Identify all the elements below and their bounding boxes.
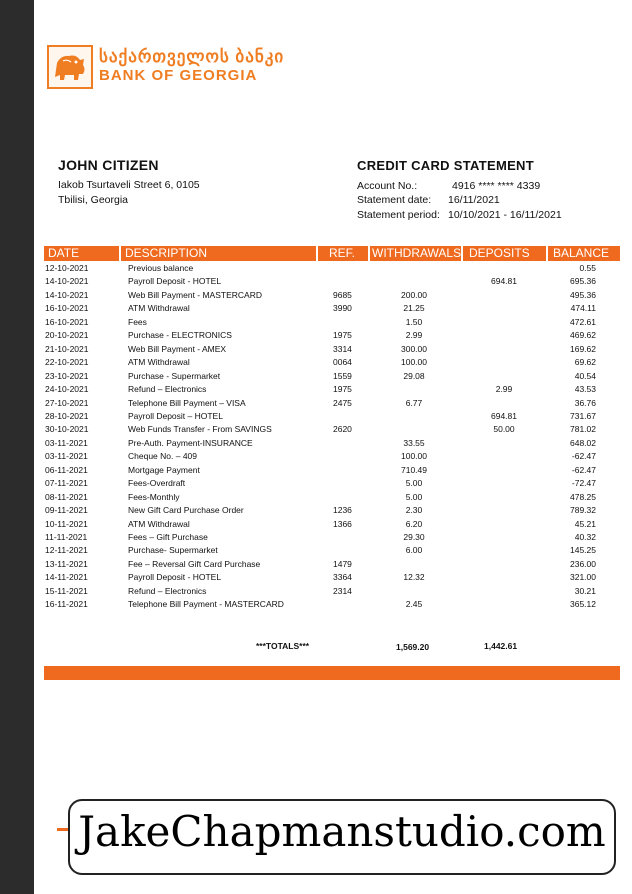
row-deposit: 694.81 <box>491 276 517 287</box>
row-date: 28-10-2021 <box>45 410 89 421</box>
row-description: New Gift Card Purchase Order <box>128 505 244 516</box>
row-date: 13-11-2021 <box>45 558 88 569</box>
row-date: 16-10-2021 <box>45 316 89 327</box>
row-description: Fees-Monthly <box>128 491 180 502</box>
table-row <box>0 531 632 545</box>
row-withdrawal: 200.00 <box>401 289 427 300</box>
row-date: 23-10-2021 <box>45 370 89 381</box>
row-withdrawal: 300.00 <box>401 343 427 354</box>
row-description: Refund – Electronics <box>128 384 207 395</box>
row-description: Cheque No. – 409 <box>128 451 197 462</box>
row-balance: 781.02 <box>570 424 596 435</box>
statement-date-label: Statement date: <box>357 194 432 206</box>
footer-bar <box>44 666 620 680</box>
row-description: ATM Withdrawal <box>128 357 190 368</box>
row-balance: 30.21 <box>574 585 596 596</box>
watermark-box <box>68 799 616 875</box>
row-description: Fees <box>128 316 147 327</box>
account-number-label: Account No.: <box>357 180 418 192</box>
column-header-description: DESCRIPTION <box>121 246 316 261</box>
lion-emblem-icon <box>47 45 93 89</box>
table-row <box>0 397 632 411</box>
totals-withdrawals: 1,569.20 <box>396 642 430 652</box>
row-withdrawal: 2.45 <box>405 599 423 610</box>
totals-deposits: 1,442.61 <box>484 641 518 651</box>
table-row <box>0 544 632 558</box>
row-description: Fee – Reversal Gift Card Purchase <box>128 558 261 569</box>
table-row <box>0 356 632 370</box>
table-row <box>0 289 632 303</box>
row-deposit: 50.00 <box>493 424 515 435</box>
row-withdrawal: 1.50 <box>405 316 423 327</box>
column-header-date: DATE <box>44 246 119 261</box>
row-date: 27-10-2021 <box>45 397 89 408</box>
row-ref: 1479 <box>333 558 352 569</box>
row-description: Payroll Deposit – HOTEL <box>128 410 223 421</box>
statement-period-value: 10/10/2021 - 16/11/2021 <box>448 209 562 221</box>
row-balance: 789.32 <box>570 505 596 516</box>
row-ref: 1366 <box>333 518 352 529</box>
statement-date-value: 16/11/2021 <box>448 194 500 206</box>
row-description: ATM Withdrawal <box>128 303 190 314</box>
row-balance: 145.25 <box>570 545 596 556</box>
watermark-text: JakeChapmanstudio.com <box>78 807 606 856</box>
row-description: Mortgage Payment <box>128 464 200 475</box>
row-date: 12-11-2021 <box>45 545 88 556</box>
row-withdrawal: 6.20 <box>405 518 423 529</box>
row-withdrawal: 100.00 <box>401 451 427 462</box>
row-balance: 43.53 <box>574 384 596 395</box>
row-balance: 731.67 <box>570 410 596 421</box>
row-balance: 0.55 <box>579 263 596 273</box>
row-balance: 40.54 <box>574 370 596 381</box>
row-date: 16-10-2021 <box>45 303 89 314</box>
row-balance: 648.02 <box>570 437 596 448</box>
row-date: 15-11-2021 <box>45 585 88 596</box>
table-row <box>0 518 632 532</box>
row-balance: 236.00 <box>570 558 596 569</box>
row-ref: 1559 <box>333 370 352 381</box>
row-date: 12-10-2021 <box>45 263 89 273</box>
table-row <box>0 437 632 451</box>
row-withdrawal: 29.08 <box>403 370 425 381</box>
column-header-balance: BALANCE <box>548 246 620 261</box>
row-description: Payroll Deposit - HOTEL <box>128 572 222 583</box>
table-row <box>0 329 632 343</box>
table-row <box>0 477 632 491</box>
row-description: Purchase- Supermarket <box>128 545 218 556</box>
row-withdrawal: 2.30 <box>405 505 423 516</box>
statement-period-label: Statement period: <box>357 209 440 221</box>
row-balance: 321.00 <box>570 572 596 583</box>
row-date: 03-11-2021 <box>45 437 88 448</box>
row-balance: -72.47 <box>571 478 596 489</box>
row-ref: 1236 <box>333 505 352 516</box>
row-ref: 2620 <box>333 424 352 435</box>
table-row <box>0 262 632 276</box>
row-description: Payroll Deposit - HOTEL <box>128 276 222 287</box>
table-row <box>0 302 632 316</box>
row-date: 10-11-2021 <box>45 518 88 529</box>
column-header-deposits: DEPOSITS <box>463 246 546 261</box>
row-deposit: 2.99 <box>495 384 513 395</box>
row-date: 30-10-2021 <box>45 424 89 435</box>
bank-name-english: BANK OF GEORGIA <box>99 67 258 84</box>
row-date: 14-11-2021 <box>45 572 88 583</box>
row-balance: 478.25 <box>570 491 596 502</box>
row-ref: 1975 <box>333 384 352 395</box>
row-date: 14-10-2021 <box>45 289 89 300</box>
row-withdrawal: 21.25 <box>403 303 425 314</box>
row-deposit: 694.81 <box>491 410 517 421</box>
row-balance: 169.62 <box>570 343 596 354</box>
row-balance: 472.61 <box>570 316 596 327</box>
table-row <box>0 450 632 464</box>
row-description: Purchase - Supermarket <box>128 370 221 381</box>
row-date: 20-10-2021 <box>45 330 89 341</box>
row-withdrawal: 100.00 <box>401 357 427 368</box>
row-withdrawal: 29.30 <box>403 532 425 542</box>
row-date: 22-10-2021 <box>45 357 89 368</box>
row-balance: 45.21 <box>574 518 596 529</box>
row-withdrawal: 6.00 <box>405 545 423 556</box>
row-balance: 365.12 <box>570 599 596 610</box>
table-row <box>0 423 632 437</box>
row-date: 24-10-2021 <box>45 384 89 395</box>
row-date: 03-11-2021 <box>45 451 88 462</box>
row-balance: 69.62 <box>574 357 596 368</box>
bank-name-georgian: საქართველოს ბანკი <box>99 47 285 66</box>
customer-name: JOHN CITIZEN <box>58 157 159 173</box>
column-header-ref: REF. <box>318 246 368 261</box>
row-withdrawal: 6.77 <box>405 397 423 408</box>
account-number-value: 4916 **** **** 4339 <box>452 180 541 192</box>
row-date: 21-10-2021 <box>45 343 89 354</box>
table-row <box>0 585 632 599</box>
row-ref: 3990 <box>333 303 352 314</box>
totals-label: ***TOTALS*** <box>256 641 310 651</box>
row-ref: 9685 <box>333 289 352 300</box>
row-description: Fees-Overdraft <box>128 478 186 489</box>
row-withdrawal: 12.32 <box>403 572 425 583</box>
table-row <box>0 383 632 397</box>
row-withdrawal: 2.99 <box>405 330 423 341</box>
row-ref: 2475 <box>333 397 352 408</box>
table-row <box>0 410 632 424</box>
row-date: 16-11-2021 <box>45 599 88 610</box>
row-date: 11-11-2021 <box>45 532 88 542</box>
bank-logo <box>47 45 287 93</box>
table-row <box>0 571 632 585</box>
row-balance: -62.47 <box>571 451 596 462</box>
row-description: Previous balance <box>128 263 194 273</box>
row-ref: 3314 <box>333 343 352 354</box>
row-description: Purchase - ELECTRONICS <box>128 330 232 341</box>
customer-address-line2: Tbilisi, Georgia <box>58 194 129 206</box>
row-description: Web Bill Payment - AMEX <box>128 343 227 354</box>
table-row <box>0 464 632 478</box>
row-date: 06-11-2021 <box>45 464 88 475</box>
row-description: Refund – Electronics <box>128 585 207 596</box>
row-description: ATM Withdrawal <box>128 518 190 529</box>
row-description: Telephone Bill Payment – VISA <box>128 397 246 408</box>
row-description: Fees – Gift Purchase <box>128 532 208 542</box>
row-balance: 469.62 <box>570 330 596 341</box>
row-balance: 474.11 <box>570 303 596 314</box>
row-balance: 495.36 <box>570 289 596 300</box>
statement-title: CREDIT CARD STATEMENT <box>357 158 534 173</box>
row-balance: 36.76 <box>574 397 596 408</box>
row-date: 08-11-2021 <box>45 491 88 502</box>
table-header <box>44 246 620 261</box>
table-row <box>0 504 632 518</box>
table-row <box>0 275 632 289</box>
row-withdrawal: 5.00 <box>405 478 423 489</box>
table-row <box>0 558 632 572</box>
row-description: Web Bill Payment - MASTERCARD <box>128 289 262 300</box>
table-row <box>0 316 632 330</box>
row-description: Pre-Auth. Payment-INSURANCE <box>128 437 253 448</box>
table-row <box>0 491 632 505</box>
row-ref: 2314 <box>333 585 352 596</box>
customer-address-line1: Iakob Tsurtaveli Street 6, 0105 <box>58 179 200 191</box>
row-balance: 695.36 <box>570 276 596 287</box>
row-date: 09-11-2021 <box>45 505 88 516</box>
row-balance: -62.47 <box>571 464 596 475</box>
row-ref: 3364 <box>333 572 352 583</box>
row-description: Telephone Bill Payment - MASTERCARD <box>128 599 284 610</box>
column-header-withdrawals: WITHDRAWALS <box>372 246 461 260</box>
row-ref: 1975 <box>333 330 352 341</box>
row-date: 14-10-2021 <box>45 276 89 287</box>
row-description: Web Funds Transfer - From SAVINGS <box>128 424 272 435</box>
table-row <box>0 370 632 384</box>
row-ref: 0064 <box>333 357 352 368</box>
row-withdrawal: 5.00 <box>405 491 423 502</box>
row-withdrawal: 33.55 <box>403 437 425 448</box>
row-balance: 40.32 <box>574 532 596 542</box>
table-row <box>0 343 632 357</box>
table-row <box>0 598 632 612</box>
row-withdrawal: 710.49 <box>401 464 427 475</box>
row-date: 07-11-2021 <box>45 478 88 489</box>
